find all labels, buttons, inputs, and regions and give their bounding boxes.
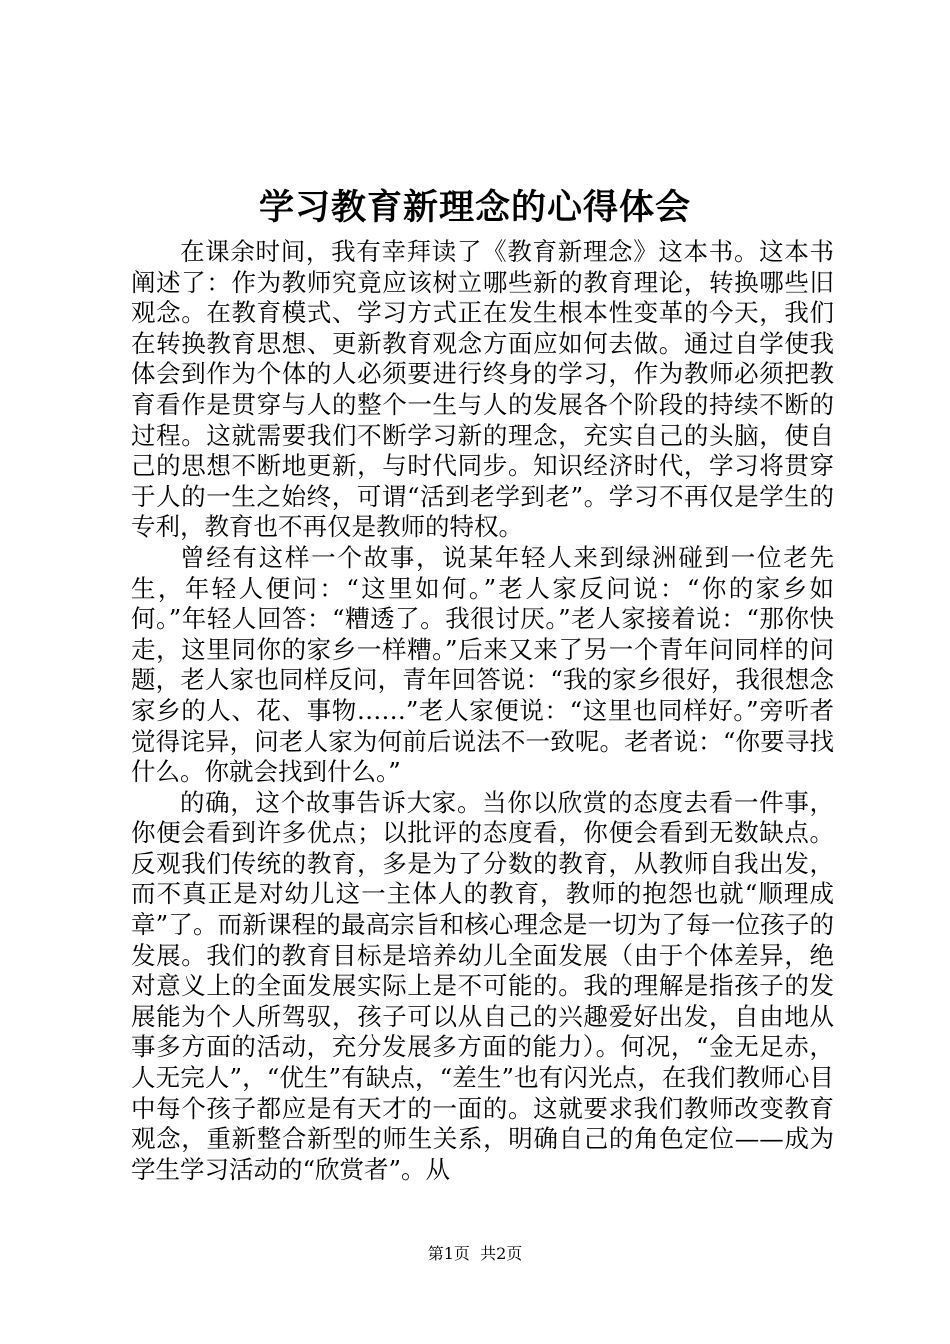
page-number: 第1页 — [427, 1244, 470, 1263]
paragraph-2: 曾经有这样一个故事，说某年轻人来到绿洲碰到一位老先生，年轻人便问：“这里如何。”老人家反问说：“你的家乡如何。”年轻人回答：“糟透了。我很讨厌。”老人家接着说：“那你快走，这里同你的家乡一样糟。”后来又来了另一个青年问同样的问题，老人家也同样反问，青年回答说：“我的家乡很好，我很想念家乡的人、花、事物……”老人家便说：“这里也同样好。”旁听者觉得诧异，问老人家为何前后说法不一致呢。老者说：“你要寻找什么。你就会找到什么。” — [131, 542, 834, 787]
paragraph-1: 在课余时间，我有幸拜读了《教育新理念》这本书。这本书阐述了：作为教师究竟应该树立哪些新的教育理论，转换哪些旧观念。在教育模式、学习方式正在发生根本性变革的今天，我们在转换教育思想、更新教育观念方面应如何去做。通过自学使我体会到作为个体的人必须要进行终身的学习，作为教师必须把教育看作是贯穿与人的整个一生与人的发展各个阶段的持续不断的过程。这就需要我们不断学习新的理念，充实自己的头脑，使自己的思想不断地更新，与时代同步。知识经济时代，学习将贯穿于人的一生之始终，可谓“活到老学到老”。学习不再仅是学生的专利，教育也不再仅是教师的特权。 — [131, 237, 834, 542]
page-footer — [0, 1243, 950, 1265]
document-body — [131, 237, 834, 1185]
document-title: 学习教育新理念的心得体会 — [258, 188, 691, 228]
paragraph-3: 的确，这个故事告诉大家。当你以欣赏的态度去看一件事，你便会看到许多优点；以批评的态度看，你便会看到无数缺点。反观我们传统的教育，多是为了分数的教育，从教师自我出发，而不真正是对幼儿这一主体人的教育，教师的抱怨也就“顺理成章”了。而新课程的最高宗旨和核心理念是一切为了每一位孩子的发展。我们的教育目标是培养幼儿全面发展（由于个体差异，绝对意义上的全面发展实际上是不可能的。我的理解是指孩子的发展能为个人所驾驭，孩子可以从自己的兴趣爱好出发，自由地从事多方面的活动，充分发展多方面的能力）。何况，“金无足赤，人无完人”，“优生”有缺点，“差生”也有闪光点，在我们教师心目中每个孩子都应是有天才的一面的。这就要求我们教师改变教育观念，重新整合新型的师生关系，明确自己的角色定位——成为学生学习活动的“欣赏者”。从 — [131, 787, 834, 1184]
page-total: 共2页 — [480, 1244, 523, 1263]
